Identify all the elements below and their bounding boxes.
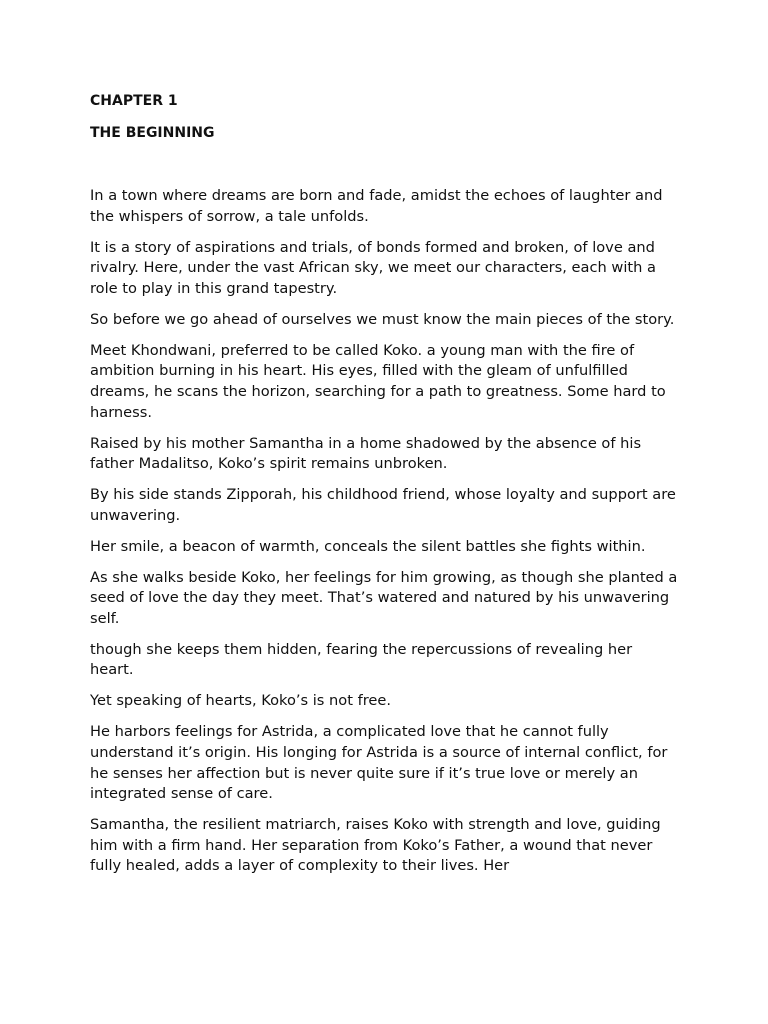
paragraph-5: Raised by his mother Samantha in a home shadowed by the absence of his father Madalitso, Koko’s spirit remains unbroken. <box>90 434 642 473</box>
document-page <box>90 92 680 887</box>
chapter-number: CHAPTER 1 <box>90 93 178 109</box>
paragraph-1: In a town where dreams are born and fade, amidst the echoes of laughter and the whispers of sorrow, a tale unfolds. <box>90 187 663 225</box>
paragraph-9: though she keeps them hidden, fearing the repercussions of revealing her heart. <box>90 640 633 679</box>
paragraph-3: So before we go ahead of ourselves we must know the main pieces of the story. <box>90 310 675 328</box>
paragraph-4: Meet Khondwani, preferred to be called Koko. a young man with the fire of ambition burning in his heart. His eyes, filled with the gleam of unfulfilled dreams, he scans the horizon, searching for a path to greatness. Some hard to harness. <box>90 341 666 421</box>
paragraph-11: He harbors feelings for Astrida, a complicated love that he cannot fully understand it’s origin. His longing for Astrida is a source of internal conflict, for he senses her affection but is never quite sure if it’s true love or merely an integrated sense of care. <box>90 723 668 803</box>
paragraph-8: As she walks beside Koko, her feelings for him growing, as though she planted a seed of love the day they meet. That’s watered and natured by his unwavering self. <box>90 568 678 627</box>
paragraph-6: By his side stands Zipporah, his childhood friend, whose loyalty and support are unwavering. <box>90 486 676 524</box>
paragraph-7: Her smile, a beacon of warmth, conceals the silent battles she fights within. <box>90 537 646 555</box>
chapter-title: THE BEGINNING <box>90 125 215 141</box>
paragraph-2: It is a story of aspirations and trials, of bonds formed and broken, of love and rivalry. Here, under the vast African sky, we meet our characters, each with a role to play in this grand tapestry. <box>90 238 656 297</box>
paragraph-12: Samantha, the resilient matriarch, raises Koko with strength and love, guiding him with a firm hand. Her separation from Koko’s Father, a wound that never fully healed, adds a layer of complexity to their lives. Her <box>90 816 661 875</box>
paragraph-10: Yet speaking of hearts, Koko’s is not free. <box>90 692 392 710</box>
